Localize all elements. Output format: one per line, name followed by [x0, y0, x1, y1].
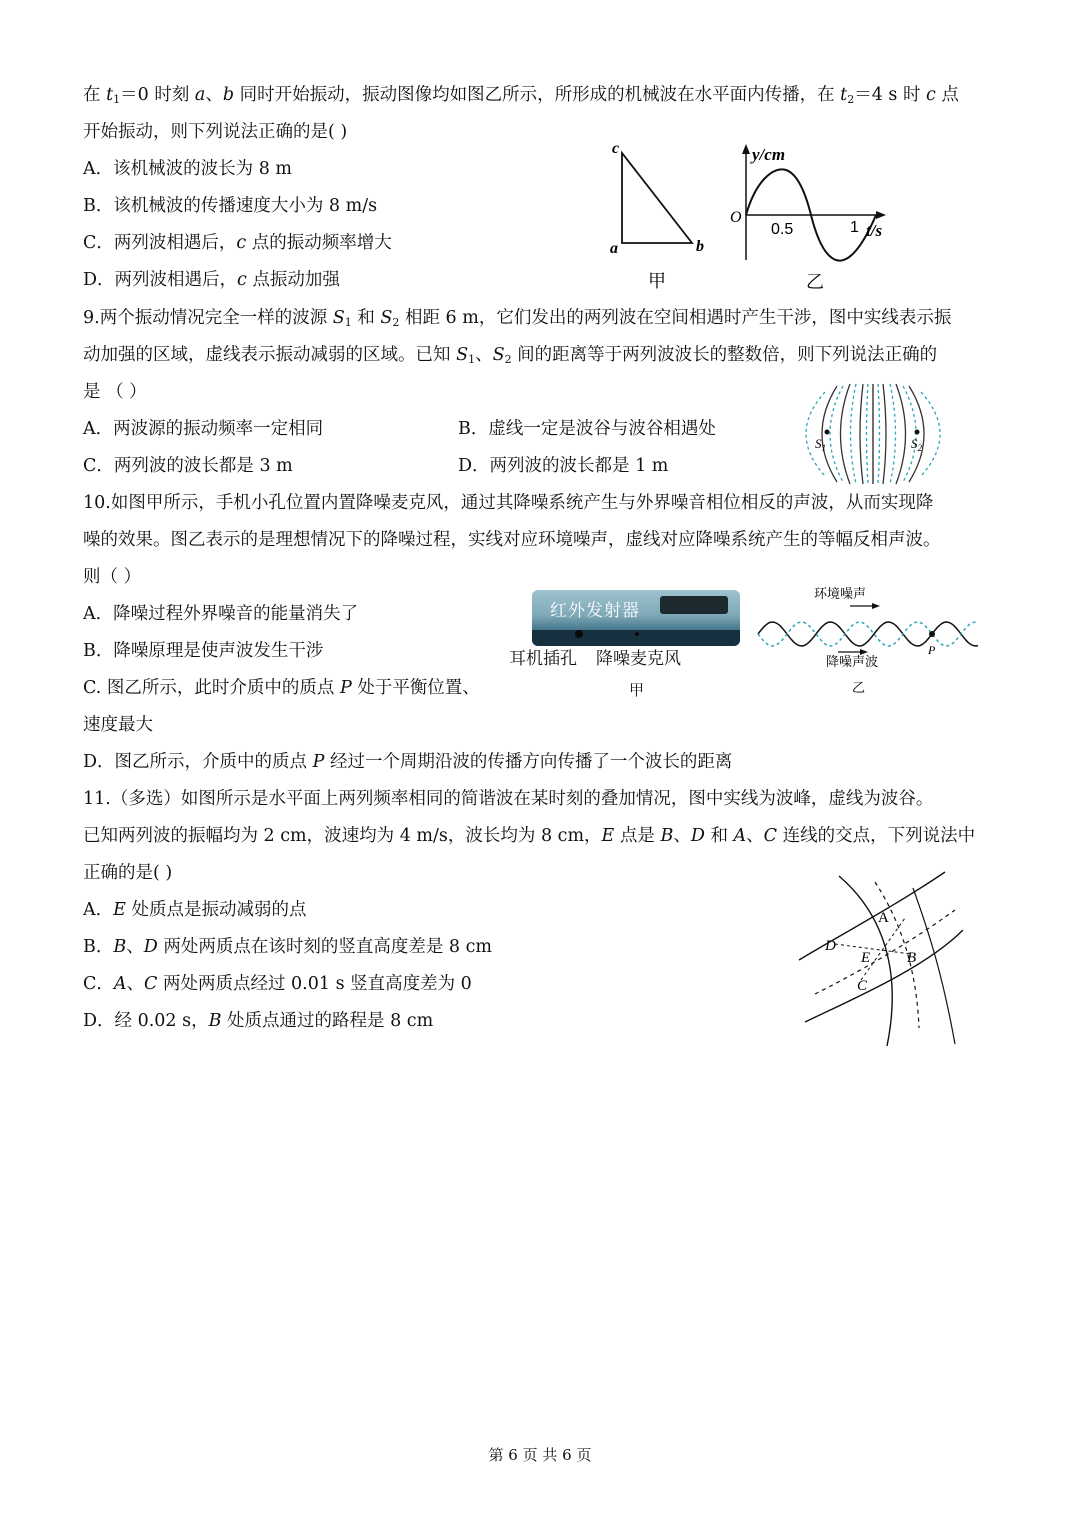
q9-stem-line2: 动加强的区域，虚线表示振动减弱的区域。已知 $S_1$、$S_2$ 间的距离等于两列波波长的整数倍，则下列说法正确的: [83, 345, 938, 366]
q10-option-c-line2: 速度最大: [83, 715, 153, 735]
q8-stem-line2: 开始振动，则下列说法正确的是( ): [83, 122, 348, 142]
q10-stem-line1: 10.如图甲所示，手机小孔位置内置降噪麦克风，通过其降噪系统产生与外界噪音相位相反的声波，从而实现降: [83, 493, 934, 513]
wave-caption-yi: 乙: [852, 681, 866, 696]
ir-window: [660, 596, 728, 614]
phone-caption-right: 降噪麦克风: [596, 649, 681, 669]
label-C: C: [857, 978, 868, 994]
q11-option-d: D．经 0.02 s，B 处质点通过的路程是 8 cm: [83, 1011, 434, 1031]
source-s1-dot: [825, 430, 830, 435]
q11-option-b: B．B、D 两处两质点在该时刻的竖直高度差是 8 cm: [83, 937, 492, 957]
q9-stem-line1: 9.两个振动情况完全一样的波源 $S_1$ 和 $S_2$ 相距 6 m，它们发出的两列波在空间相遇时产生干涉，图中实线表示振: [83, 308, 952, 329]
origin-label: O: [730, 209, 742, 226]
noise-wave-figure: [752, 582, 984, 698]
label-s2: $S_2$: [911, 436, 922, 453]
q11-stem-line2: 已知两列波的振幅均为 2 cm，波速均为 4 m/s，波长均为 8 cm，E 点是 B、D 和 A、C 连线的交点，下列说法中: [83, 826, 976, 846]
q10-option-d: D．图乙所示，介质中的质点 P 经过一个周期沿波的传播方向传播了一个波长的距离: [83, 752, 733, 772]
q10-option-b: B．降噪原理是使声波发生干涉: [83, 641, 324, 661]
q10-stem-line2: 噪的效果。图乙表示的是理想情况下的降噪过程，实线对应环境噪声，虚线对应降噪系统产生的等幅反相声波。: [83, 530, 941, 550]
page-footer: 第 6 页 共 6 页: [488, 1446, 592, 1464]
headphone-jack: [575, 630, 583, 638]
phone-caption-left: 耳机插孔: [509, 649, 577, 669]
q9-stem-line3: 是 （ ）: [83, 382, 147, 402]
q11-option-a: A．E 处质点是振动减弱的点: [83, 900, 307, 920]
caption-jia: 甲: [648, 271, 666, 292]
q9-option-a: A．两波源的振动频率一定相同: [83, 419, 324, 439]
q11-stem-line1: 11.（多选）如图所示是水平面上两列频率相同的简谐波在某时刻的叠加情况，图中实线为波峰，虚线为波谷。: [83, 789, 934, 809]
point-p-label: P: [928, 643, 936, 657]
tick-0-5: 0.5: [771, 221, 794, 238]
q8-option-b: B．该机械波的传播速度大小为 8 m/s: [83, 196, 378, 216]
anti-noise-wave: [758, 622, 978, 646]
q8-option-a: A．该机械波的波长为 8 m: [83, 159, 292, 179]
anti-noise-label: 降噪声波: [826, 655, 879, 670]
q9-interference-figure: [795, 380, 955, 488]
q10-option-a: A．降噪过程外界噪音的能量消失了: [83, 604, 359, 624]
tick-1: 1: [850, 219, 859, 236]
q9-option-b: B．虚线一定是波谷与波谷相遇处: [458, 419, 716, 439]
label-E: E: [861, 950, 871, 966]
label-B: B: [907, 950, 917, 966]
q8-figure-jia: [600, 135, 720, 300]
phone-photo: [532, 590, 740, 646]
caption-yi: 乙: [806, 272, 824, 293]
mic-hole: [635, 632, 639, 636]
phone-caption-jia: 甲: [629, 681, 645, 699]
q8-stem-line1: 在 $t_1=0$ 时刻 a、b 同时开始振动，振动图像均如图乙所示，所形成的机械波在水平面内传播，在 $t_2=4$ s 时 c 点: [83, 85, 959, 106]
q11-stem-line3: 正确的是( ): [83, 863, 173, 883]
label-a: a: [610, 240, 618, 257]
q10-stem-line3: 则（ ）: [83, 567, 142, 587]
q8-option-d: D．两列波相遇后，c 点振动加强: [83, 270, 340, 290]
axis-x-label: t/s: [866, 221, 883, 240]
ambient-noise-wave: [758, 622, 978, 646]
q9-option-d: D．两列波的波长都是 1 m: [458, 456, 669, 476]
q9-option-c: C．两列波的波长都是 3 m: [83, 456, 293, 476]
q11-option-c: C．A、C 两处两质点经过 0.01 s 竖直高度差为 0: [83, 974, 472, 994]
ambient-noise-label: 环境噪声: [814, 587, 867, 602]
label-A: A: [878, 910, 889, 926]
q10-option-c: C. 图乙所示，此时介质中的质点 P 处于平衡位置、: [83, 678, 480, 698]
source-s2-dot: [915, 430, 920, 435]
label-b: b: [696, 238, 704, 255]
ir-emitter-label: 红外发射器: [550, 601, 640, 621]
label-c: c: [612, 140, 620, 157]
point-p-dot: [929, 631, 935, 637]
q11-superposition-figure: [795, 868, 970, 1050]
q8-figure-yi: [722, 140, 902, 300]
label-D: D: [825, 938, 836, 954]
label-s1: $S_1$: [815, 436, 826, 453]
axis-y-label: y/cm: [752, 145, 786, 164]
q8-option-c: C．两列波相遇后，c 点的振动频率增大: [83, 233, 392, 253]
